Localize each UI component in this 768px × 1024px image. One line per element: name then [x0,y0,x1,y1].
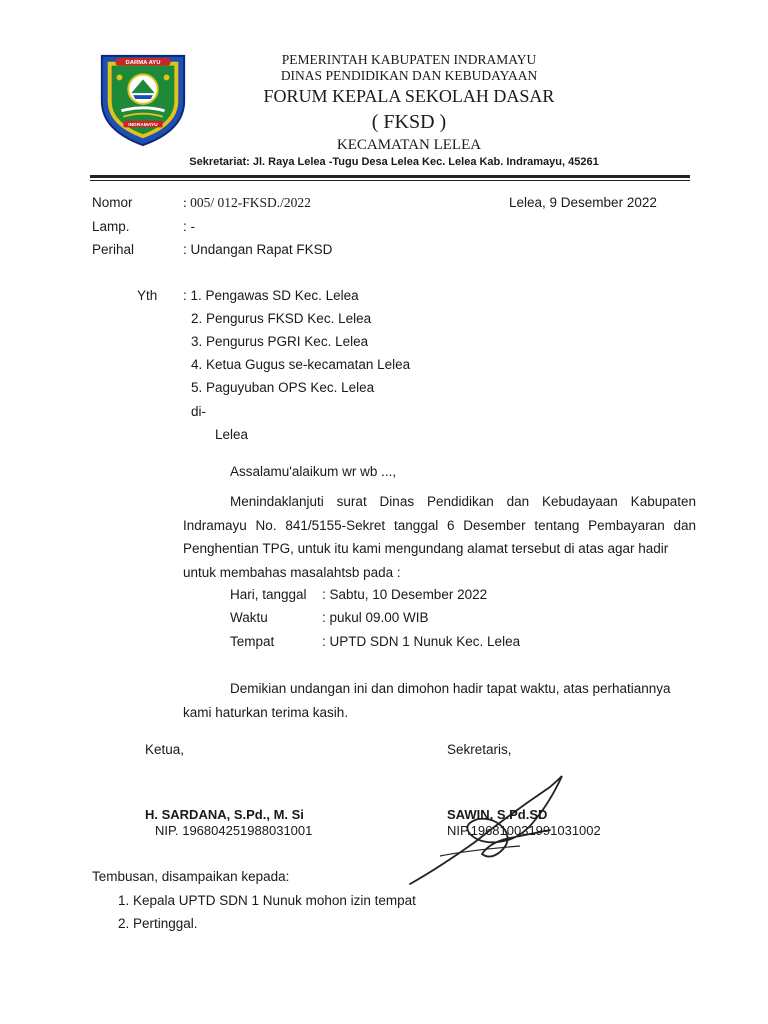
letter-date: Lelea, 9 Desember 2022 [509,195,657,210]
closing-last-line: kami haturkan terima kasih. [183,704,349,720]
logo-top-text: DARMA AYU [125,60,161,67]
recipient-item: 5. Paguyuban OPS Kec. Lelea [191,380,375,395]
district-name: KECAMATAN LELEA [336,137,482,153]
chair-title: Ketua, [145,742,185,757]
recipient-item: 2. Pengurus FKSD Kec. Lelea [191,311,372,326]
recipient-item: 4. Ketua Gugus se-kecamatan Lelea [191,357,411,372]
logo-bottom-text: INDRAMAYU [128,122,158,128]
closing-text: Demikian undangan ini dan dimohon hadir tapat waktu, atas perhatiannya [230,681,671,696]
recipient-place: Lelea [215,427,249,442]
body-paragraph [183,490,696,584]
recipient-item: 3. Pengurus PGRI Kec. Lelea [191,334,369,349]
cc-label: Tembusan, disampaikan kepada: [92,869,290,884]
secretary-name: SAWIN, S.Pd.SD [447,807,548,822]
lamp-value: : - [183,219,195,234]
chair-name: H. SARDANA, S.Pd., M. Si [145,807,304,822]
letterhead-divider [90,175,690,181]
detail-value-time: : pukul 09.00 WIB [322,610,429,625]
chair-nip: NIP. 196804251988031001 [155,823,313,838]
nomor-label: Nomor [92,195,133,210]
detail-value-date: : Sabtu, 10 Desember 2022 [322,587,488,602]
nomor-value: : 005/ 012-FKSD./2022 [183,195,311,210]
paragraph-last-line: untuk membahas masalahtsb pada : [183,564,401,580]
cc-item: 1. Kepala UPTD SDN 1 Nunuk mohon izin tempat [118,893,416,908]
cc-item: 2. Pertinggal. [118,916,198,931]
organization-abbreviation: ( FKSD ) [371,111,447,133]
recipient-item: : 1. Pengawas SD Kec. Lelea [183,288,359,303]
organization-name: FORUM KEPALA SEKOLAH DASAR [263,86,555,106]
secretary-nip: NIP.196810031991031002 [447,823,601,838]
detail-label-time: Waktu [230,610,268,625]
lamp-label: Lamp. [92,219,130,234]
department-line: DINAS PENDIDIKAN DAN KEBUDAYAAN [280,68,538,83]
detail-label-date: Hari, tanggal [230,587,307,602]
secretariat-address: Sekretariat: Jl. Raya Lelea -Tugu Desa Lelea Kec. Lelea Kab. Indramayu, 45261 [189,156,599,168]
perihal-value: : Undangan Rapat FKSD [183,242,333,257]
government-line: PEMERINTAH KABUPATEN INDRAMAYU [281,52,537,67]
secretary-title: Sekretaris, [447,742,512,757]
closing-paragraph [183,677,696,724]
greeting: Assalamu'alaikum wr wb ..., [230,464,397,479]
paragraph-text: Menindaklanjuti surat Dinas Pendidikan dan Kebudayaan Kabupaten Indramayu No. 841/5155-Sekret tanggal 6 Desember tentang Pembayaran dan Penghentian TPG, untuk itu kami mengundang alamat tersebut di atas agar hadir [183,494,696,556]
recipient-di: di- [191,404,207,419]
detail-label-place: Tempat [230,634,275,649]
detail-value-place: : UPTD SDN 1 Nunuk Kec. Lelea [322,634,521,649]
recipients-label: Yth [137,288,158,303]
perihal-label: Perihal [92,242,135,257]
